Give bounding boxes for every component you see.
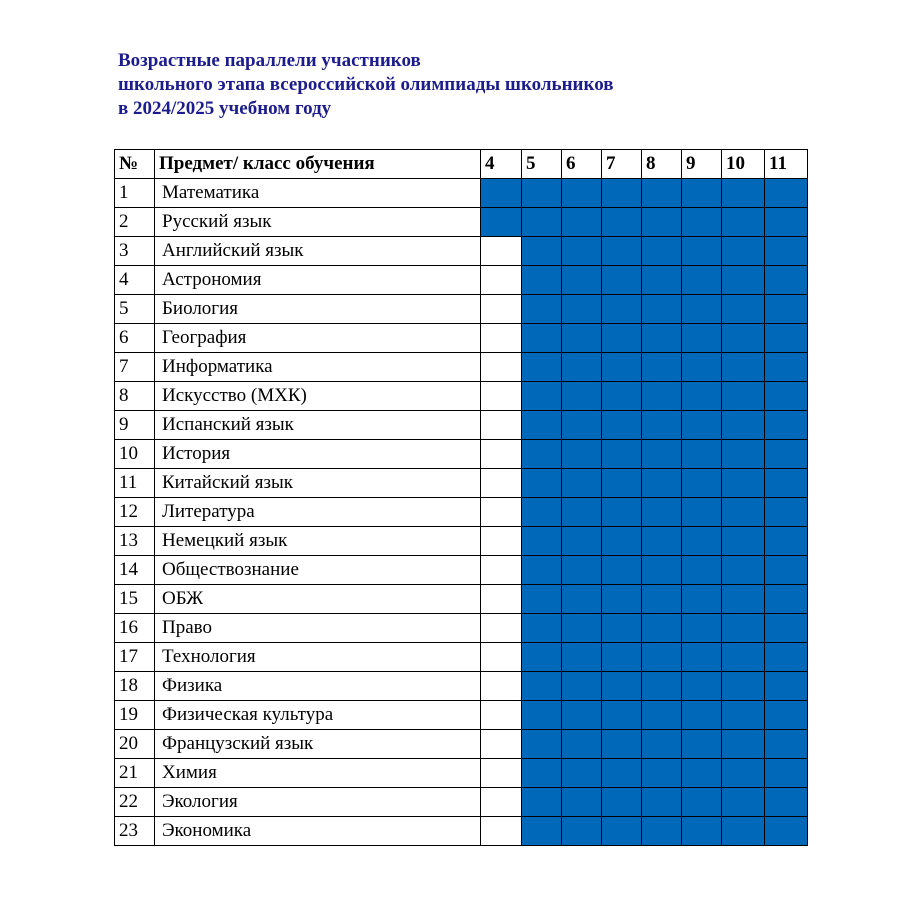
grade-cell-eligible — [642, 614, 682, 643]
grade-cell-eligible — [682, 498, 722, 527]
grade-cell-empty — [481, 556, 522, 585]
grade-cell-eligible — [562, 208, 602, 237]
table-row — [115, 208, 808, 237]
table-row — [115, 353, 808, 382]
row-number: 16 — [115, 614, 155, 643]
table-row — [115, 759, 808, 788]
subject-name: Математика — [155, 179, 481, 208]
grade-cell-eligible — [602, 208, 642, 237]
subject-name: Русский язык — [155, 208, 481, 237]
grade-cell-eligible — [722, 788, 765, 817]
row-number: 20 — [115, 730, 155, 759]
grade-cell-eligible — [642, 382, 682, 411]
grade-cell-eligible — [562, 266, 602, 295]
grade-cell-eligible — [765, 585, 808, 614]
table-row — [115, 585, 808, 614]
subject-name: География — [155, 324, 481, 353]
grade-cell-eligible — [722, 817, 765, 846]
grade-cell-eligible — [602, 730, 642, 759]
grade-cell-empty — [481, 266, 522, 295]
grade-cell-eligible — [682, 788, 722, 817]
grade-cell-eligible — [522, 382, 562, 411]
grade-cell-eligible — [765, 730, 808, 759]
grade-cell-empty — [481, 237, 522, 266]
grade-cell-eligible — [602, 817, 642, 846]
grade-cell-eligible — [765, 672, 808, 701]
grade-cell-eligible — [562, 701, 602, 730]
table-row — [115, 411, 808, 440]
grade-cell-eligible — [562, 324, 602, 353]
grade-cell-eligible — [682, 440, 722, 469]
header-grade: 4 — [481, 150, 522, 179]
table-row — [115, 382, 808, 411]
grade-cell-empty — [481, 817, 522, 846]
grade-cell-eligible — [722, 759, 765, 788]
subject-name: Экономика — [155, 817, 481, 846]
grade-cell-eligible — [602, 353, 642, 382]
grade-cell-eligible — [682, 295, 722, 324]
grade-cell-eligible — [602, 527, 642, 556]
grade-cell-eligible — [722, 643, 765, 672]
grade-cell-eligible — [765, 440, 808, 469]
grade-cell-eligible — [682, 324, 722, 353]
grade-cell-eligible — [765, 614, 808, 643]
grade-cell-eligible — [682, 266, 722, 295]
grade-participation-table — [114, 149, 808, 846]
header-num: № — [115, 150, 155, 179]
table-row — [115, 266, 808, 295]
row-number: 12 — [115, 498, 155, 527]
row-number: 8 — [115, 382, 155, 411]
grade-cell-eligible — [602, 179, 642, 208]
grade-cell-eligible — [642, 556, 682, 585]
grade-cell-eligible — [562, 817, 602, 846]
grade-cell-eligible — [642, 411, 682, 440]
grade-cell-eligible — [562, 585, 602, 614]
grade-cell-eligible — [722, 440, 765, 469]
row-number: 23 — [115, 817, 155, 846]
grade-cell-eligible — [642, 237, 682, 266]
grade-cell-eligible — [642, 585, 682, 614]
grade-cell-eligible — [562, 759, 602, 788]
grade-cell-eligible — [642, 498, 682, 527]
grade-cell-empty — [481, 469, 522, 498]
grade-cell-eligible — [722, 324, 765, 353]
title-line-1: Возрастные параллели участников — [118, 50, 421, 71]
grade-cell-eligible — [642, 527, 682, 556]
grade-cell-eligible — [642, 701, 682, 730]
table-row — [115, 701, 808, 730]
grade-cell-eligible — [562, 672, 602, 701]
grade-cell-eligible — [562, 382, 602, 411]
grade-cell-eligible — [642, 817, 682, 846]
grade-cell-eligible — [722, 469, 765, 498]
grade-cell-eligible — [722, 701, 765, 730]
grade-cell-eligible — [481, 208, 522, 237]
grade-cell-eligible — [522, 208, 562, 237]
grade-cell-eligible — [522, 643, 562, 672]
grade-cell-empty — [481, 324, 522, 353]
grade-cell-eligible — [682, 237, 722, 266]
table-row — [115, 730, 808, 759]
table-row — [115, 469, 808, 498]
grade-cell-eligible — [682, 527, 722, 556]
grade-cell-empty — [481, 672, 522, 701]
header-grade: 5 — [522, 150, 562, 179]
grade-cell-eligible — [722, 614, 765, 643]
grade-cell-eligible — [642, 672, 682, 701]
table-row — [115, 179, 808, 208]
grade-cell-eligible — [522, 353, 562, 382]
grade-cell-eligible — [682, 701, 722, 730]
grade-cell-empty — [481, 498, 522, 527]
header-subject: Предмет/ класс обучения — [155, 150, 481, 179]
grade-cell-eligible — [562, 556, 602, 585]
grade-cell-eligible — [642, 324, 682, 353]
grade-cell-eligible — [522, 556, 562, 585]
subject-name: Искусство (МХК) — [155, 382, 481, 411]
grade-cell-eligible — [602, 788, 642, 817]
grade-cell-eligible — [562, 527, 602, 556]
row-number: 10 — [115, 440, 155, 469]
subject-name: Астрономия — [155, 266, 481, 295]
subject-name: Литература — [155, 498, 481, 527]
grade-cell-eligible — [602, 411, 642, 440]
grade-cell-empty — [481, 788, 522, 817]
grade-cell-eligible — [765, 353, 808, 382]
grade-cell-eligible — [602, 266, 642, 295]
grade-cell-eligible — [522, 585, 562, 614]
grade-cell-eligible — [682, 411, 722, 440]
grade-cell-eligible — [562, 469, 602, 498]
grade-cell-eligible — [602, 324, 642, 353]
grade-cell-eligible — [522, 295, 562, 324]
subject-name: Физика — [155, 672, 481, 701]
table-row — [115, 498, 808, 527]
row-number: 6 — [115, 324, 155, 353]
table-row — [115, 672, 808, 701]
header-grade: 11 — [765, 150, 808, 179]
grade-cell-empty — [481, 527, 522, 556]
grade-cell-eligible — [722, 237, 765, 266]
subject-name: Технология — [155, 643, 481, 672]
grade-cell-eligible — [765, 411, 808, 440]
row-number: 22 — [115, 788, 155, 817]
row-number: 13 — [115, 527, 155, 556]
grade-cell-eligible — [562, 179, 602, 208]
grade-cell-eligible — [765, 817, 808, 846]
row-number: 7 — [115, 353, 155, 382]
grade-cell-eligible — [522, 440, 562, 469]
row-number: 21 — [115, 759, 155, 788]
table-row — [115, 527, 808, 556]
grade-cell-eligible — [602, 469, 642, 498]
grade-cell-eligible — [722, 672, 765, 701]
grade-cell-eligible — [722, 730, 765, 759]
grade-cell-empty — [481, 382, 522, 411]
grade-cell-eligible — [765, 208, 808, 237]
title-line-2: школьного этапа всероссийской олимпиады школьников — [118, 74, 614, 95]
grade-cell-eligible — [602, 237, 642, 266]
subject-name: Китайский язык — [155, 469, 481, 498]
grade-cell-eligible — [682, 179, 722, 208]
row-number: 5 — [115, 295, 155, 324]
grade-cell-eligible — [765, 701, 808, 730]
header-grade: 6 — [562, 150, 602, 179]
title-line-3: в 2024/2025 учебном году — [118, 98, 332, 119]
grade-cell-eligible — [682, 353, 722, 382]
grade-cell-eligible — [642, 208, 682, 237]
grade-cell-eligible — [522, 730, 562, 759]
grade-cell-empty — [481, 614, 522, 643]
grade-cell-eligible — [682, 469, 722, 498]
grade-cell-eligible — [642, 295, 682, 324]
grade-cell-eligible — [562, 730, 602, 759]
grade-cell-eligible — [562, 614, 602, 643]
subject-name: Информатика — [155, 353, 481, 382]
grade-cell-eligible — [722, 266, 765, 295]
grade-cell-eligible — [722, 179, 765, 208]
subject-name: Право — [155, 614, 481, 643]
table-row — [115, 324, 808, 353]
grade-cell-eligible — [642, 469, 682, 498]
table-row — [115, 643, 808, 672]
grade-cell-eligible — [562, 295, 602, 324]
row-number: 15 — [115, 585, 155, 614]
grade-cell-eligible — [722, 411, 765, 440]
grade-cell-eligible — [642, 759, 682, 788]
subject-name: Физическая культура — [155, 701, 481, 730]
subject-name: Биология — [155, 295, 481, 324]
grade-cell-eligible — [522, 411, 562, 440]
grade-cell-eligible — [522, 672, 562, 701]
row-number: 1 — [115, 179, 155, 208]
grade-cell-eligible — [722, 585, 765, 614]
grade-cell-eligible — [682, 556, 722, 585]
subject-name: История — [155, 440, 481, 469]
grade-cell-eligible — [682, 614, 722, 643]
row-number: 4 — [115, 266, 155, 295]
grade-cell-eligible — [642, 440, 682, 469]
grade-cell-eligible — [522, 469, 562, 498]
grade-cell-eligible — [642, 788, 682, 817]
header-grade: 9 — [682, 150, 722, 179]
grade-cell-eligible — [765, 469, 808, 498]
table-row — [115, 788, 808, 817]
grade-cell-eligible — [522, 788, 562, 817]
grade-cell-eligible — [722, 208, 765, 237]
grade-cell-eligible — [722, 556, 765, 585]
grade-cell-eligible — [522, 237, 562, 266]
row-number: 19 — [115, 701, 155, 730]
grade-cell-eligible — [765, 266, 808, 295]
grade-cell-eligible — [562, 411, 602, 440]
grade-cell-eligible — [522, 179, 562, 208]
grade-cell-eligible — [682, 382, 722, 411]
grade-cell-empty — [481, 643, 522, 672]
grade-cell-eligible — [682, 585, 722, 614]
grade-cell-empty — [481, 585, 522, 614]
grade-cell-eligible — [722, 382, 765, 411]
subject-name: Химия — [155, 759, 481, 788]
subject-name: Немецкий язык — [155, 527, 481, 556]
grade-cell-eligible — [522, 759, 562, 788]
grade-cell-eligible — [642, 643, 682, 672]
table-row — [115, 440, 808, 469]
grade-cell-eligible — [765, 788, 808, 817]
grade-cell-eligible — [522, 527, 562, 556]
grade-cell-eligible — [562, 440, 602, 469]
grade-cell-empty — [481, 730, 522, 759]
grade-cell-eligible — [562, 643, 602, 672]
grade-cell-eligible — [602, 614, 642, 643]
grade-cell-eligible — [522, 701, 562, 730]
grade-cell-empty — [481, 411, 522, 440]
grade-cell-eligible — [722, 295, 765, 324]
table-row — [115, 817, 808, 846]
grade-cell-eligible — [602, 382, 642, 411]
subject-name: Английский язык — [155, 237, 481, 266]
grade-cell-eligible — [522, 324, 562, 353]
row-number: 9 — [115, 411, 155, 440]
grade-cell-eligible — [642, 353, 682, 382]
header-grade: 7 — [602, 150, 642, 179]
subject-name: Экология — [155, 788, 481, 817]
grade-cell-empty — [481, 295, 522, 324]
grade-cell-empty — [481, 701, 522, 730]
grade-cell-eligible — [562, 237, 602, 266]
grade-cell-eligible — [765, 759, 808, 788]
grade-cell-eligible — [642, 266, 682, 295]
grade-cell-empty — [481, 759, 522, 788]
grade-cell-eligible — [602, 672, 642, 701]
grade-cell-eligible — [682, 643, 722, 672]
grade-cell-eligible — [602, 295, 642, 324]
grade-cell-eligible — [602, 498, 642, 527]
grade-cell-eligible — [765, 324, 808, 353]
grade-cell-eligible — [562, 498, 602, 527]
row-number: 11 — [115, 469, 155, 498]
grade-cell-eligible — [562, 788, 602, 817]
grade-cell-eligible — [765, 527, 808, 556]
table-row — [115, 614, 808, 643]
grade-cell-eligible — [682, 208, 722, 237]
page-title — [118, 49, 613, 121]
grade-cell-eligible — [481, 179, 522, 208]
grade-cell-eligible — [602, 701, 642, 730]
grade-cell-eligible — [682, 730, 722, 759]
grade-cell-eligible — [682, 672, 722, 701]
subject-name: ОБЖ — [155, 585, 481, 614]
subject-name: Испанский язык — [155, 411, 481, 440]
table-row — [115, 556, 808, 585]
grade-cell-eligible — [765, 237, 808, 266]
table-row — [115, 237, 808, 266]
header-grade: 8 — [642, 150, 682, 179]
grade-cell-eligible — [765, 179, 808, 208]
row-number: 2 — [115, 208, 155, 237]
grade-cell-eligible — [682, 817, 722, 846]
header-grade: 10 — [722, 150, 765, 179]
grade-cell-eligible — [522, 614, 562, 643]
grade-cell-eligible — [765, 556, 808, 585]
grade-cell-eligible — [562, 353, 602, 382]
row-number: 17 — [115, 643, 155, 672]
grade-cell-eligible — [765, 382, 808, 411]
grade-cell-eligible — [682, 759, 722, 788]
grade-cell-eligible — [602, 556, 642, 585]
grade-cell-eligible — [722, 353, 765, 382]
subject-name: Французский язык — [155, 730, 481, 759]
row-number: 14 — [115, 556, 155, 585]
subject-name: Обществознание — [155, 556, 481, 585]
grade-cell-eligible — [642, 730, 682, 759]
grade-cell-eligible — [765, 498, 808, 527]
grade-cell-eligible — [602, 440, 642, 469]
grade-cell-eligible — [602, 643, 642, 672]
grade-cell-eligible — [722, 498, 765, 527]
table-row — [115, 295, 808, 324]
row-number: 18 — [115, 672, 155, 701]
grade-cell-empty — [481, 440, 522, 469]
grade-cell-eligible — [522, 498, 562, 527]
grade-cell-eligible — [642, 179, 682, 208]
grade-cell-empty — [481, 353, 522, 382]
grade-cell-eligible — [602, 759, 642, 788]
row-number: 3 — [115, 237, 155, 266]
grade-cell-eligible — [765, 295, 808, 324]
grade-cell-eligible — [522, 266, 562, 295]
table-header-row — [115, 150, 808, 179]
grade-cell-eligible — [602, 585, 642, 614]
grade-cell-eligible — [722, 527, 765, 556]
grade-cell-eligible — [765, 643, 808, 672]
table-body — [115, 179, 808, 846]
grade-cell-eligible — [522, 817, 562, 846]
